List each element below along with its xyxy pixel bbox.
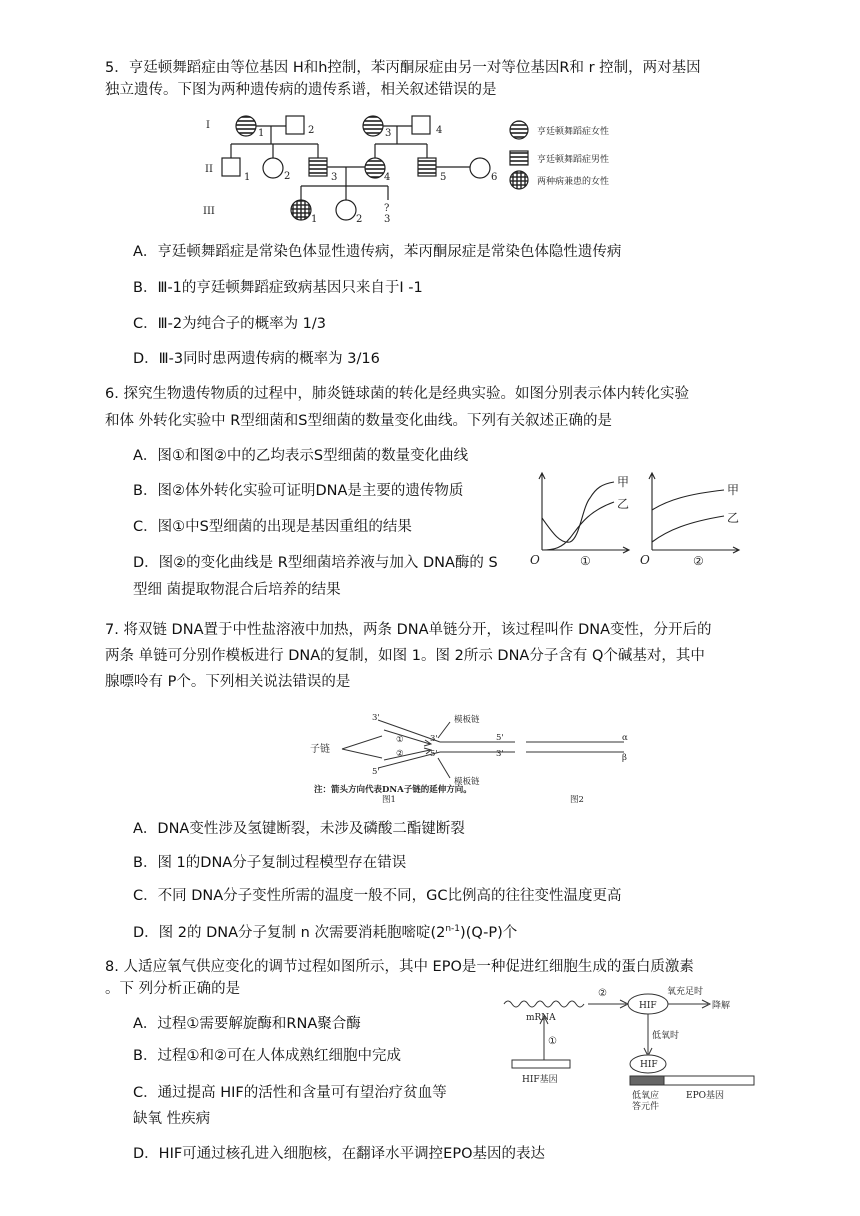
pedigree-III2-female [336,200,356,220]
figure2-caption: 图2 [570,795,584,805]
figure1-caption: 图1 [382,795,396,805]
graph2-caption: ② [693,554,704,568]
svg-text:②: ② [396,749,404,759]
q8-stem-line1: 8. 人适应氧气供应变化的调节过程如图所示，其中 EPO是一种促进红细胞生成的蛋白质激素 [105,959,694,975]
q6-option-d-line2[interactable]: 型细 菌提取物混合后培养的结果 [133,582,341,598]
svg-text:①: ① [548,1036,557,1047]
q6-option-d-line1[interactable]: D．图②的变化曲线是 R型细菌培养液与加入 DNA酶的 S [133,555,498,571]
q5-option-c[interactable]: C．Ⅲ-2为纯合子的概率为 1/3 [133,316,327,332]
q6-option-b[interactable]: B．图②体外转化实验可证明DNA是主要的遗传物质 [133,483,464,499]
q5-pedigree-chart [200,108,650,228]
pedigree-III1-both-diseases-female [291,200,311,220]
pedigree-II2-female [263,158,283,178]
pedigree-I1-affected-female [236,116,256,136]
q6-stem-line1: 6. 探究生物遗传物质的过程中，肺炎链球菌的转化是经典实验。如图分别表示体内转化实验 [105,386,689,402]
epo-gene-label: EPO基因 [686,1091,725,1101]
hypoxia-response-element [630,1076,664,1085]
graph2-label-yi: 乙 [727,511,740,525]
svg-text:O: O [530,553,540,567]
generation-III-label: III [203,206,215,217]
q7-stem-line2: 两条 单链可分别作模板进行 DNA的复制，如图 1。图 2所示 DNA分子含有 Q个碱基对，其中 [105,648,705,664]
response-element-label-2: 答元件 [632,1102,660,1112]
q8-stem-line2: 。下 列分析正确的是 [105,981,241,997]
svg-text:O: O [640,553,650,567]
legend-huntington-male: 亨廷顿舞蹈症男性 [537,155,610,165]
svg-text:5': 5' [496,733,504,743]
hif-gene-bar [512,1060,570,1068]
svg-text:2: 2 [356,214,363,225]
pedigree-II4-affected-female [365,158,385,178]
q7-stem-line1: 7. 将双链 DNA置于中性盐溶液中加热，两条 DNA单链分开，该过程叫作 DNA变性，分开后的 [105,622,712,638]
child-strand-label: 子链 [310,744,330,755]
generation-II-label: II [205,164,213,175]
svg-text:5': 5' [372,767,380,777]
svg-text:α: α [622,733,628,743]
child-strand-1 [384,730,430,744]
svg-text:2: 2 [308,125,315,136]
mrna-label: mRNA [526,1013,556,1023]
q5-stem-line1: 5．亨廷顿舞蹈症由等位基因 H和h控制，苯丙酮尿症由另一对等位基因R和 r 控制，两对基因 [105,60,701,76]
graph1-label-jia: 甲 [617,475,630,489]
svg-text:3: 3 [384,214,391,225]
q8-option-d[interactable]: D．HIF可通过核孔进入细胞核，在翻译水平调控EPO基因的表达 [133,1146,546,1162]
q7-stem-line3: 腺嘌呤有 P个。下列相关说法错误的是 [105,674,351,690]
template-label-lower: 模板链 [454,777,480,787]
q5-option-d[interactable]: D．Ⅲ-3同时患两遗传病的概率为 3/16 [133,351,380,367]
graph2-label-jia: 甲 [727,483,740,497]
svg-text:①: ① [396,735,404,745]
svg-text:4: 4 [384,172,391,183]
legend-huntington-female: 亨廷顿舞蹈症女性 [537,127,610,137]
svg-text:1: 1 [258,128,265,139]
mrna-wave [504,1001,584,1007]
epo-gene-bar [664,1076,754,1085]
q6-option-a[interactable]: A．图①和图②中的乙均表示S型细菌的数量变化曲线 [133,448,469,464]
q8-option-c-line2[interactable]: 缺氧 性疾病 [133,1111,211,1127]
pedigree-II5-affected-male [418,158,436,176]
q8-option-b[interactable]: B．过程①和②可在人体成熟红细胞中完成 [133,1048,401,1064]
pedigree-II6-female [470,158,490,178]
child-strand-2 [384,750,430,760]
oxygen-enough-label: 氧充足时 [667,987,704,997]
figure-note: 注：箭头方向代表DNA子链的延伸方向。 [314,785,472,795]
q8-option-a[interactable]: A．过程①需要解旋酶和RNA聚合酶 [133,1016,361,1032]
exponent: n-1 [445,924,461,934]
degrade-label: 降解 [712,1001,731,1011]
q7-option-d[interactable]: D．图 2的 DNA分子复制 n 次需要消耗胞嘧啶(2$^{n-1}$)(Q-P)个 [133,924,518,941]
generation-I-label: I [206,120,210,131]
svg-text:5': 5' [430,749,438,759]
graph1-caption: ① [580,554,591,568]
svg-text:2: 2 [284,171,291,182]
q7-option-b[interactable]: B．图 1的DNA分子复制过程模型存在错误 [133,855,407,871]
hif-gene-label: HIF基因 [522,1075,558,1085]
svg-text:1: 1 [244,172,251,183]
hif-label: HIF [639,1001,657,1011]
q7-dna-replication-figure [300,708,640,808]
pedigree-I4-male [412,116,430,134]
svg-text:②: ② [598,988,607,999]
q6-option-c[interactable]: C．图①中S型细菌的出现是基因重组的结果 [133,519,412,535]
q8-hif-epo-figure [500,980,800,1135]
svg-text:3: 3 [385,128,392,139]
svg-text:3': 3' [430,734,438,744]
q8-option-c-line1[interactable]: C．通过提高 HIF的活性和含量可有望治疗贫血等 [133,1085,447,1101]
graph2-curve-yi [652,516,724,542]
svg-text:6: 6 [491,172,498,183]
q6-stem-line2: 和体 外转化实验中 R型细菌和S型细菌的数量变化曲线。下列有关叙述正确的是 [105,413,612,429]
legend-both-diseases-female: 两种病兼患的女性 [537,177,610,187]
response-element-label-1: 低氧应 [632,1091,660,1101]
q5-option-a[interactable]: A．亨廷顿舞蹈症是常染色体显性遗传病，苯丙酮尿症是常染色体隐性遗传病 [133,244,622,260]
pedigree-I2-male [286,116,304,134]
svg-text:3': 3' [496,749,504,759]
svg-text:3': 3' [372,713,380,723]
q5-option-b[interactable]: B．Ⅲ-1的亨廷顿舞蹈症致病基因只来自于Ⅰ -1 [133,280,423,296]
svg-text:4: 4 [436,125,443,136]
template-label-upper: 模板链 [454,715,480,725]
pedigree-I3-affected-female [363,116,383,136]
svg-text:1: 1 [311,214,318,225]
graph1-label-yi: 乙 [617,497,630,511]
q5-stem-line2: 独立遗传。下图为两种遗传病的遗传系谱，相关叙述错误的是 [105,82,497,98]
low-oxygen-label: 低氧时 [652,1031,680,1041]
graph2-curve-jia [652,490,724,510]
q7-option-c[interactable]: C．不同 DNA分子变性所需的温度一般不同，GC比例高的往往变性温度更高 [133,888,622,904]
svg-text:HIF: HIF [640,1060,658,1070]
graph1-curve-yi [542,502,614,550]
svg-text:?: ? [384,203,390,214]
q6-bacteria-graphs [528,470,768,570]
q7-option-a[interactable]: A．DNA变性涉及氢键断裂，未涉及磷酸二酯键断裂 [133,821,465,837]
svg-text:5: 5 [440,172,447,183]
svg-text:β: β [622,753,627,763]
pedigree-II1-male [222,158,240,176]
svg-text:3: 3 [331,172,338,183]
pedigree-II3-affected-male [309,158,327,176]
graph1-curve-jia [542,482,614,542]
